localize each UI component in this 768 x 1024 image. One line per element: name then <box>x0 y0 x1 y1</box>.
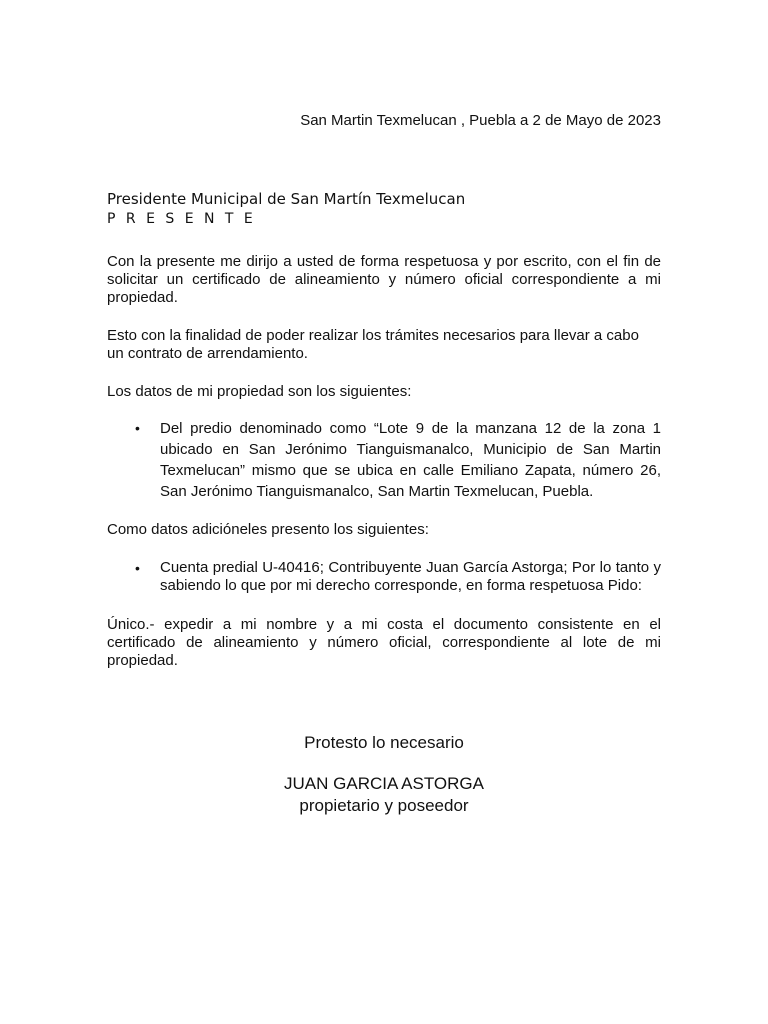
recipient-block <box>107 189 465 229</box>
tax-account-description: Cuenta predial U-40416; Contribuyente Juan García Astorga; Por lo tanto y sabiendo lo que por mi derecho corresponde, en forma respetuosa Pido: <box>160 559 661 594</box>
intro-paragraph: Con la presente me dirijo a usted de forma respetuosa y por escrito, con el fin de solicitar un certificado de alineamiento y número oficial correspondiente a mi propiedad. <box>107 253 661 306</box>
property-data-heading: Los datos de mi propiedad son los siguientes: <box>107 383 412 400</box>
salutation: P R E S E N T E <box>107 211 256 227</box>
closing-statement: Protesto lo necesario <box>304 733 464 752</box>
property-list <box>107 418 661 502</box>
bullet-icon: • <box>135 560 140 576</box>
request-paragraph: Único.- expedir a mi nombre y a mi costa el documento consistente en el certificado de alineamiento y número oficial, correspondiente al lote de mi propiedad. <box>107 616 661 669</box>
recipient-title: Presidente Municipal de San Martín Texmelucan <box>107 190 466 208</box>
bullet-icon: • <box>135 420 140 436</box>
dateline: San Martin Texmelucan , Puebla a 2 de Mayo de 2023 <box>300 112 661 129</box>
list-item <box>107 418 661 502</box>
additional-data-list <box>107 559 661 595</box>
signatory-role: propietario y poseedor <box>299 796 469 815</box>
property-description: Del predio denominado como “Lote 9 de la manzana 12 de la zona 1 ubicado en San Jerónimo Tianguismanalco, Municipio de San Martin Texmelucan” mismo que se ubica en calle Emiliano Zapata, número 26, San Jerónimo Tianguismanalco, San Martin Texmelucan, Puebla. <box>160 420 661 500</box>
list-item <box>107 559 661 595</box>
additional-data-heading: Como datos adicióneles presento los siguientes: <box>107 521 429 538</box>
purpose-paragraph: Esto con la finalidad de poder realizar los trámites necesarios para llevar a cabo un contrato de arrendamiento. <box>107 327 639 362</box>
signatory-name: JUAN GARCIA ASTORGA <box>284 774 484 793</box>
